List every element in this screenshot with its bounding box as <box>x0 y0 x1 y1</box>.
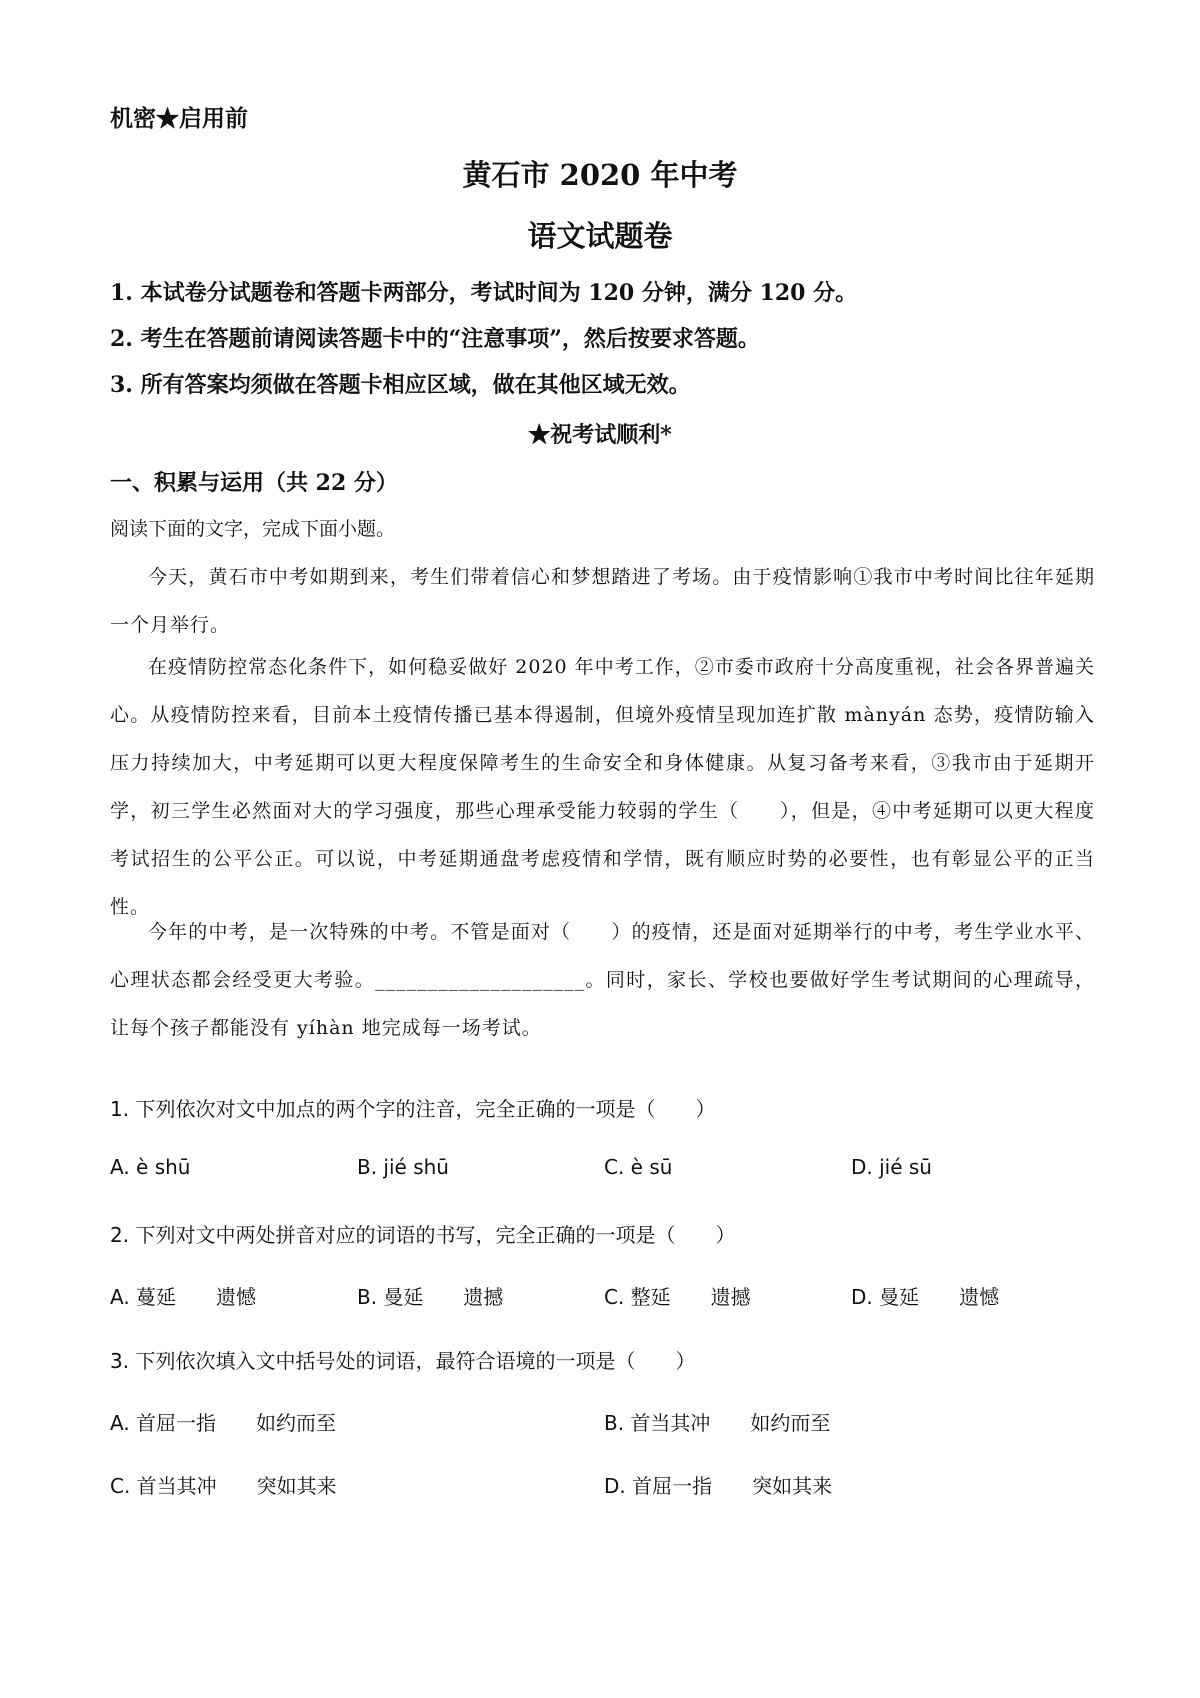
question-3-option-c: C. 首当其冲 突如其来 <box>110 1474 337 1498</box>
passage-paragraph-2: 在疫情防控常态化条件下，如何稳妥做好 2020 年中考工作，②市委市政府十分高度重视，社会各界普遍关心。从疫情防控来看，目前本土疫情传播已基本得遏制，但境外疫情呈现加连扩散 mànyán 态势，疫情防输入压力持续加大，中考延期可以更大程度保障考生的生命安全和身体健康。从复习备考来看，③我市由于延期开学，初三学生必然面对大的学习强度，那些心理承受能力较弱的学生（ ），但是，④中考延期可以更大程度考试招生的公平公正。可以说，中考延期通盘考虑疫情和学情，既有顺应时势的必要性，也有彰显公平的正当性。 <box>110 656 1095 918</box>
question-2-option-a: A. 蔓延 遗憾 <box>110 1285 257 1309</box>
question-1-option-b: B. jié shū <box>357 1155 449 1179</box>
question-3-option-b: B. 首当其冲 如约而至 <box>604 1411 831 1435</box>
question-1-option-a: A. è shū <box>110 1155 191 1179</box>
passage-paragraph-1: 今天，黄石市中考如期到来，考生们带着信心和梦想踏进了考场。由于疫情影响①我市中考时间比往年延期一个月举行。 <box>110 566 1095 636</box>
question-1-option-d: D. jié sū <box>851 1155 932 1179</box>
exam-title: 黄石市 2020 年中考 <box>462 158 738 192</box>
exam-note-1: 1. 本试卷分试题卷和答题卡两部分，考试时间为 120 分钟，满分 120 分。 <box>110 280 858 306</box>
question-2-option-b: B. 曼延 遗撼 <box>357 1285 504 1309</box>
confidential-mark: 机密★启用前 <box>110 105 248 132</box>
question-2-option-d: D. 曼延 遗憾 <box>851 1285 1000 1309</box>
section-heading: 一、积累与运用（共 22 分） <box>110 470 398 496</box>
question-2-option-c: C. 整延 遗撼 <box>604 1285 751 1309</box>
passage-paragraph-3: 今年的中考，是一次特殊的中考。不管是面对（ ）的疫情，还是面对延期举行的中考，考生学业水平、心理状态都会经受更大考验。____________________。同时，家长、学校也要做好学生考试期间的心理疏导，让每个孩子都能没有 yíhàn 地完成每一场考试。 <box>110 921 1095 1039</box>
question-2-stem: 2. 下列对文中两处拼音对应的词语的书写，完全正确的一项是（ ） <box>110 1223 736 1247</box>
question-3-stem: 3. 下列依次填入文中括号处的词语，最符合语境的一项是（ ） <box>110 1349 696 1373</box>
good-luck-line: ★祝考试顺利* <box>528 422 672 448</box>
question-3-option-d: D. 首屈一指 突如其来 <box>604 1474 833 1498</box>
exam-note-2: 2. 考生在答题前请阅读答题卡中的“注意事项”，然后按要求答题。 <box>110 326 760 352</box>
question-1-option-c: C. è sū <box>604 1155 673 1179</box>
section-instruction: 阅读下面的文字，完成下面小题。 <box>110 518 396 540</box>
question-3-option-a: A. 首屈一指 如约而至 <box>110 1411 337 1435</box>
question-1-stem: 1. 下列依次对文中加点的两个字的注音，完全正确的一项是（ ） <box>110 1097 716 1121</box>
exam-subtitle: 语文试题卷 <box>527 219 673 253</box>
exam-note-3: 3. 所有答案均须做在答题卡相应区域，做在其他区域无效。 <box>110 372 691 398</box>
